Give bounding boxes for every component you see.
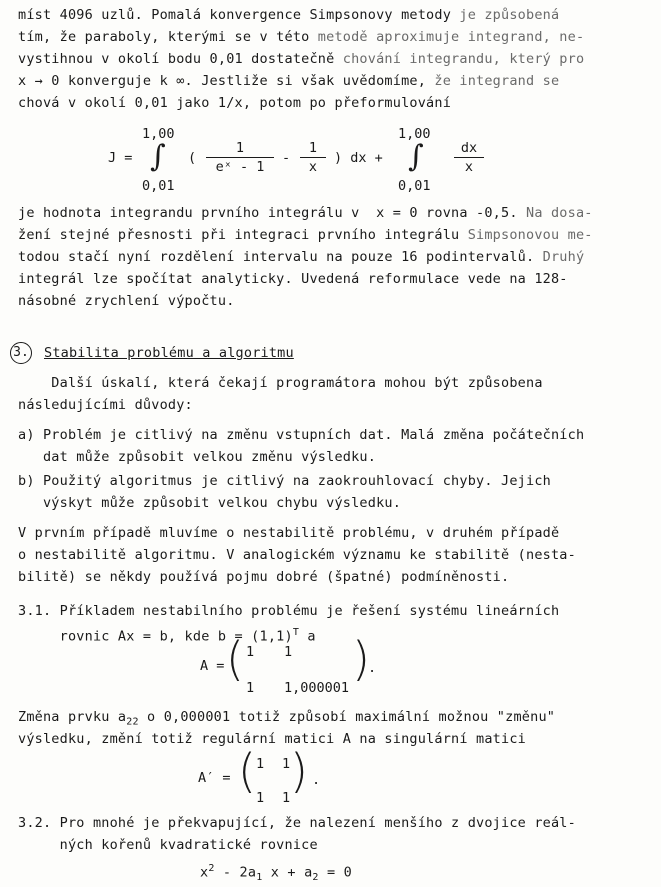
fraction-3-numerator: dx [460, 140, 478, 156]
matrix-cell: 1 [246, 680, 255, 696]
matrix-A-prime-label: A′ = [198, 770, 231, 786]
text-run: todou stačí nyní rozdělení intervalu na pouze 16 podintervalů. [18, 249, 543, 265]
matrix-cell: 1,000001 [284, 680, 350, 696]
text-run-faded: že integrand se [434, 73, 560, 89]
subscript: 22 [126, 716, 139, 728]
text-run-faded: Simpsonovou me- [467, 227, 593, 243]
item31-line2 [18, 624, 316, 646]
matrix-cell: 1 [282, 790, 291, 806]
fraction-bar [454, 157, 484, 158]
text-run-faded: metodě aproximuje integrand, ne- [317, 29, 585, 45]
para1-line1 [18, 6, 559, 24]
text-run: x + a [262, 864, 313, 881]
para4-line1 [18, 708, 555, 732]
matrix-A-label: A = [200, 658, 225, 674]
fraction-bar [300, 157, 326, 158]
list-item-a-line1: a) Problém je citlivý na změnu vstupních dat. Malá změna počátečních [18, 427, 585, 443]
para1-line2 [18, 28, 584, 46]
fraction-2-denominator: x [308, 159, 318, 175]
item32-line2: ných kořenů kvadratické rovnice [18, 837, 318, 853]
fraction-2-numerator: 1 [308, 140, 318, 156]
close-dx-plus: ) dx + [334, 150, 383, 166]
para2-line4: integrál lze spočítat analyticky. Uvedená reformulace vede na 128- [18, 271, 568, 287]
integral-upper-limit: 1,00 [142, 126, 175, 142]
text-run: o 0,000001 totiž způsobí maximální možnou "změnu" [138, 709, 556, 725]
integral-2-sign: ∫ [408, 139, 424, 174]
text-run: x [200, 864, 209, 881]
para2-line1 [18, 204, 593, 222]
para1-line3 [18, 50, 584, 68]
text-run: tím, že paraboly, kterými se v této [18, 29, 318, 45]
matrix-cell: 1 [284, 644, 293, 660]
para2-line2 [18, 226, 593, 244]
text-run: - 2a [214, 864, 257, 881]
left-paren: ( [226, 632, 244, 686]
section-number-circled: 3. [10, 342, 32, 364]
text-run: vystihnou v okolí bodu 0,01 dostatečně [18, 51, 343, 67]
right-paren: ) [290, 744, 308, 798]
para2-line5: násobné zrychlení výpočtu. [18, 293, 235, 309]
para3-c-line2: o nestabilitě algoritmu. V analogickém významu ke stabilitě (nesta- [18, 547, 576, 563]
fraction-1 [206, 140, 274, 175]
superscript: 2 [208, 863, 215, 874]
left-paren: ( [238, 744, 256, 798]
text-run-faded: Druhý [542, 249, 585, 265]
fraction-2 [300, 140, 326, 175]
para3-line2: následujícími důvody: [18, 397, 193, 413]
formula-J: J = [108, 150, 133, 166]
fraction-3 [454, 140, 484, 175]
text-run: Změna prvku a [18, 709, 127, 725]
para3-line1: Další úskalí, která čekají programátora mohou být způsobena [18, 375, 543, 391]
open-paren: ( [188, 150, 197, 166]
text-run: = 0 [318, 864, 352, 881]
list-item-b-line1: b) Použitý algoritmus je citlivý na zaokrouhlovací chyby. Jejich [18, 473, 551, 489]
para3-c-line1: V prvním případě mluvíme o nestabilitě problému, v druhém případě [18, 525, 560, 541]
minus-sign: - [282, 150, 291, 166]
quadratic-equation [200, 860, 352, 887]
fraction-1-denominator: eˣ - 1 [215, 159, 265, 175]
matrix-cell: 1 [256, 756, 265, 772]
para2-line3 [18, 248, 584, 266]
text-run: je hodnota integrandu prvního integrálu v x = 0 rovna -0,5. [18, 205, 526, 221]
list-item-b-line2: výskyt může způsobit velkou chybu výsledku. [18, 495, 402, 511]
list-item-a-line2: dat může způsobit velkou změnu výsledku. [18, 449, 377, 465]
subscript: 2 [312, 872, 319, 884]
period: . [312, 772, 321, 788]
text-run-faded: je způsobená [459, 7, 560, 23]
text-run-faded: chování integrandu, který pro [342, 51, 585, 67]
text-run-faded: Na dosa- [526, 205, 593, 221]
integral-2-lower-limit: 0,01 [398, 178, 431, 194]
fraction-3-denominator: x [464, 159, 474, 175]
integral-2-upper-limit: 1,00 [398, 126, 431, 142]
text-run: x → 0 konverguje k ∞. Jestliže si však uvědomíme, [18, 73, 435, 89]
para1-line4 [18, 72, 559, 90]
text-run: žení stejné přesnosti při integraci prvního integrálu [18, 227, 468, 243]
matrix-cell: 1 [256, 790, 265, 806]
fraction-1-numerator: 1 [235, 140, 245, 156]
para3-c-line3: bilitě) se někdy používá pojmu dobré (špatné) podmíněnosti. [18, 569, 510, 585]
item31-line1: 3.1. Příkladem nestabilního problému je řešení systému lineárních [18, 603, 560, 619]
integral-lower-limit: 0,01 [142, 178, 175, 194]
superscript: T [292, 627, 300, 638]
para4-line2: výsledku, změní totiž regulární matici A na singulární matici [18, 731, 526, 747]
item32-line1: 3.2. Pro mnohé je překvapující, že nalezení menšího z dvojice reál- [18, 815, 576, 831]
text-run: rovnic Ax = b, kde b = (1,1) [18, 628, 293, 645]
fraction-bar [206, 157, 274, 158]
integral-sign: ∫ [150, 139, 166, 174]
subscript: 1 [256, 872, 263, 884]
para1-line5: chová v okolí 0,01 jako 1/x, potom po přeformulování [18, 95, 452, 111]
section-title: Stabilita problému a algoritmu [44, 345, 294, 361]
matrix-cell: 1 [282, 756, 291, 772]
text-run: míst 4096 uzlů. Pomalá konvergence Simpsonovy metody [18, 7, 460, 23]
matrix-cell: 1 [246, 644, 255, 660]
text-run: a [299, 628, 316, 645]
period: . [368, 660, 377, 676]
right-paren: ) [352, 632, 370, 686]
